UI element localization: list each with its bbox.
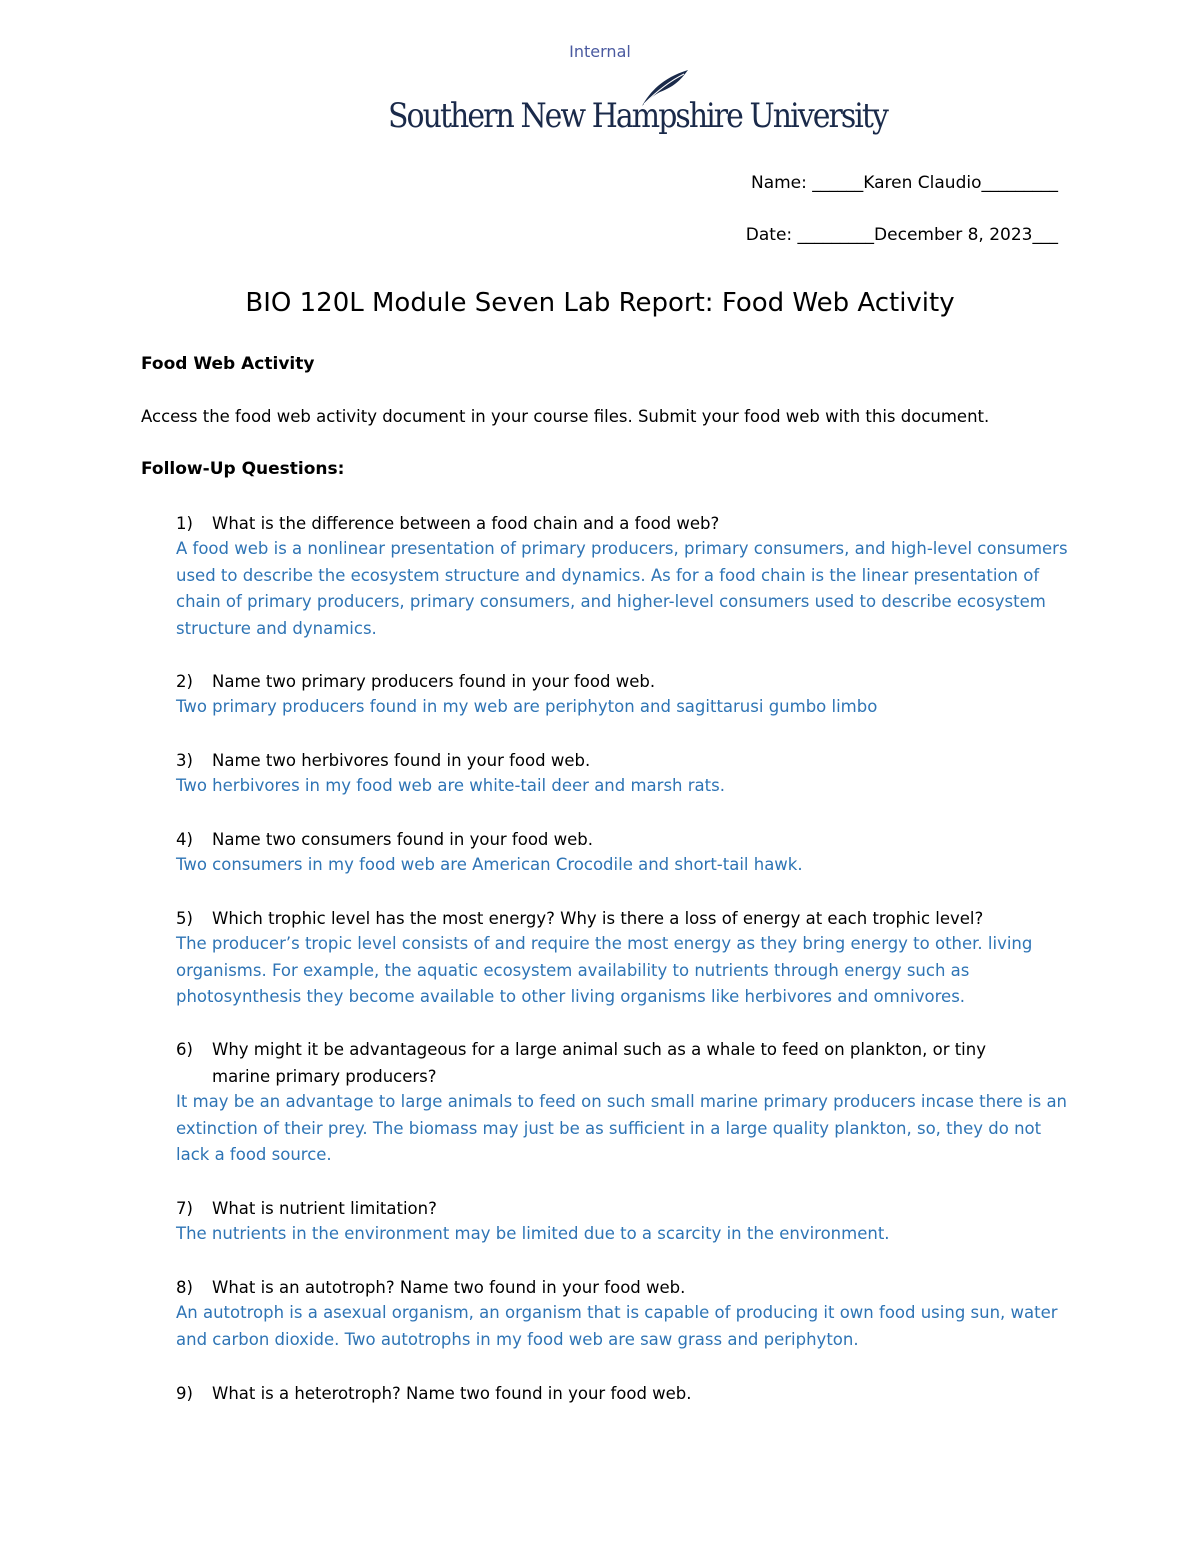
answer-3: Two herbivores in my food web are white-tail deer and marsh rats. — [176, 776, 725, 795]
logo-wordmark: Southern New Hampshire University — [388, 96, 887, 136]
question-text: What is nutrient limitation? — [212, 1199, 437, 1218]
answer-2: Two primary producers found in my web are periphyton and sagittarusi gumbo limbo — [176, 697, 878, 716]
question-number: 6) — [176, 1040, 193, 1059]
question-5 — [176, 905, 1056, 932]
question-text: Name two herbivores found in your food web. — [212, 751, 591, 770]
question-number: 5) — [176, 909, 193, 928]
answer-7: The nutrients in the environment may be limited due to a scarcity in the environment. — [176, 1224, 890, 1243]
followup-heading: Follow-Up Questions: — [141, 459, 345, 479]
question-text: Which trophic level has the most energy? Why is there a loss of energy at each trophic level? — [212, 909, 984, 928]
question-text: Name two consumers found in your food web. — [212, 830, 594, 849]
name-field: Name: ______Karen Claudio_________ — [750, 173, 1058, 193]
question-number: 3) — [176, 751, 193, 770]
question-3 — [176, 747, 1056, 774]
answer-1: A food web is a nonlinear presentation of primary producers, primary consumers, and high-level consumers used to describe the ecosystem structure and dynamics. As for a food chain is the linear presentation of chain of primary producers, primary consumers, and higher-level consumers used to describe ecosystem structure and dynamics. — [176, 539, 1068, 638]
question-text: Name two primary producers found in your food web. — [212, 672, 656, 691]
question-number: 7) — [176, 1199, 193, 1218]
university-logo — [388, 72, 887, 136]
answer-5: The producer’s tropic level consists of and require the most energy as they bring energy to other. living organisms. For example, the aquatic ecosystem availability to nutrients through energy such as photosynthesis they become available to other living organisms like herbivores and omnivores. — [176, 934, 1033, 1007]
question-number: 8) — [176, 1278, 193, 1297]
question-1 — [176, 510, 1056, 537]
question-9 — [176, 1380, 1056, 1407]
question-8 — [176, 1274, 1056, 1301]
page-title: BIO 120L Module Seven Lab Report: Food Web Activity — [245, 288, 955, 318]
question-number: 4) — [176, 830, 193, 849]
question-6 — [176, 1036, 1056, 1090]
quill-icon — [636, 68, 696, 108]
answer-4: Two consumers in my food web are American Crocodile and short-tail hawk. — [176, 855, 803, 874]
question-number: 9) — [176, 1384, 193, 1403]
classification-label: Internal — [569, 42, 631, 61]
question-text: What is the difference between a food chain and a food web? — [212, 514, 720, 533]
instruction-text: Access the food web activity document in your course files. Submit your food web with this document. — [141, 407, 990, 426]
question-2 — [176, 668, 1056, 695]
answer-8: An autotroph is a asexual organism, an organism that is capable of producing it own food using sun, water and carbon dioxide. Two autotrophs in my food web are saw grass and periphyton. — [176, 1303, 1058, 1349]
question-4 — [176, 826, 1056, 853]
question-text: What is an autotroph? Name two found in your food web. — [212, 1278, 686, 1297]
question-number: 1) — [176, 514, 193, 533]
section-heading: Food Web Activity — [141, 354, 315, 374]
question-text-continued: marine primary producers? — [212, 1067, 437, 1086]
question-text: What is a heterotroph? Name two found in your food web. — [212, 1384, 692, 1403]
question-text: Why might it be advantageous for a large animal such as a whale to feed on plankton, or tiny — [212, 1040, 986, 1059]
question-number: 2) — [176, 672, 193, 691]
date-field: Date: _________December 8, 2023___ — [745, 225, 1058, 245]
question-7 — [176, 1195, 1056, 1222]
answer-6: It may be an advantage to large animals to feed on such small marine primary producers incase there is an extinction of their prey. The biomass may just be as sufficient in a large quality plankton, so, they do not lack a food source. — [176, 1092, 1068, 1165]
